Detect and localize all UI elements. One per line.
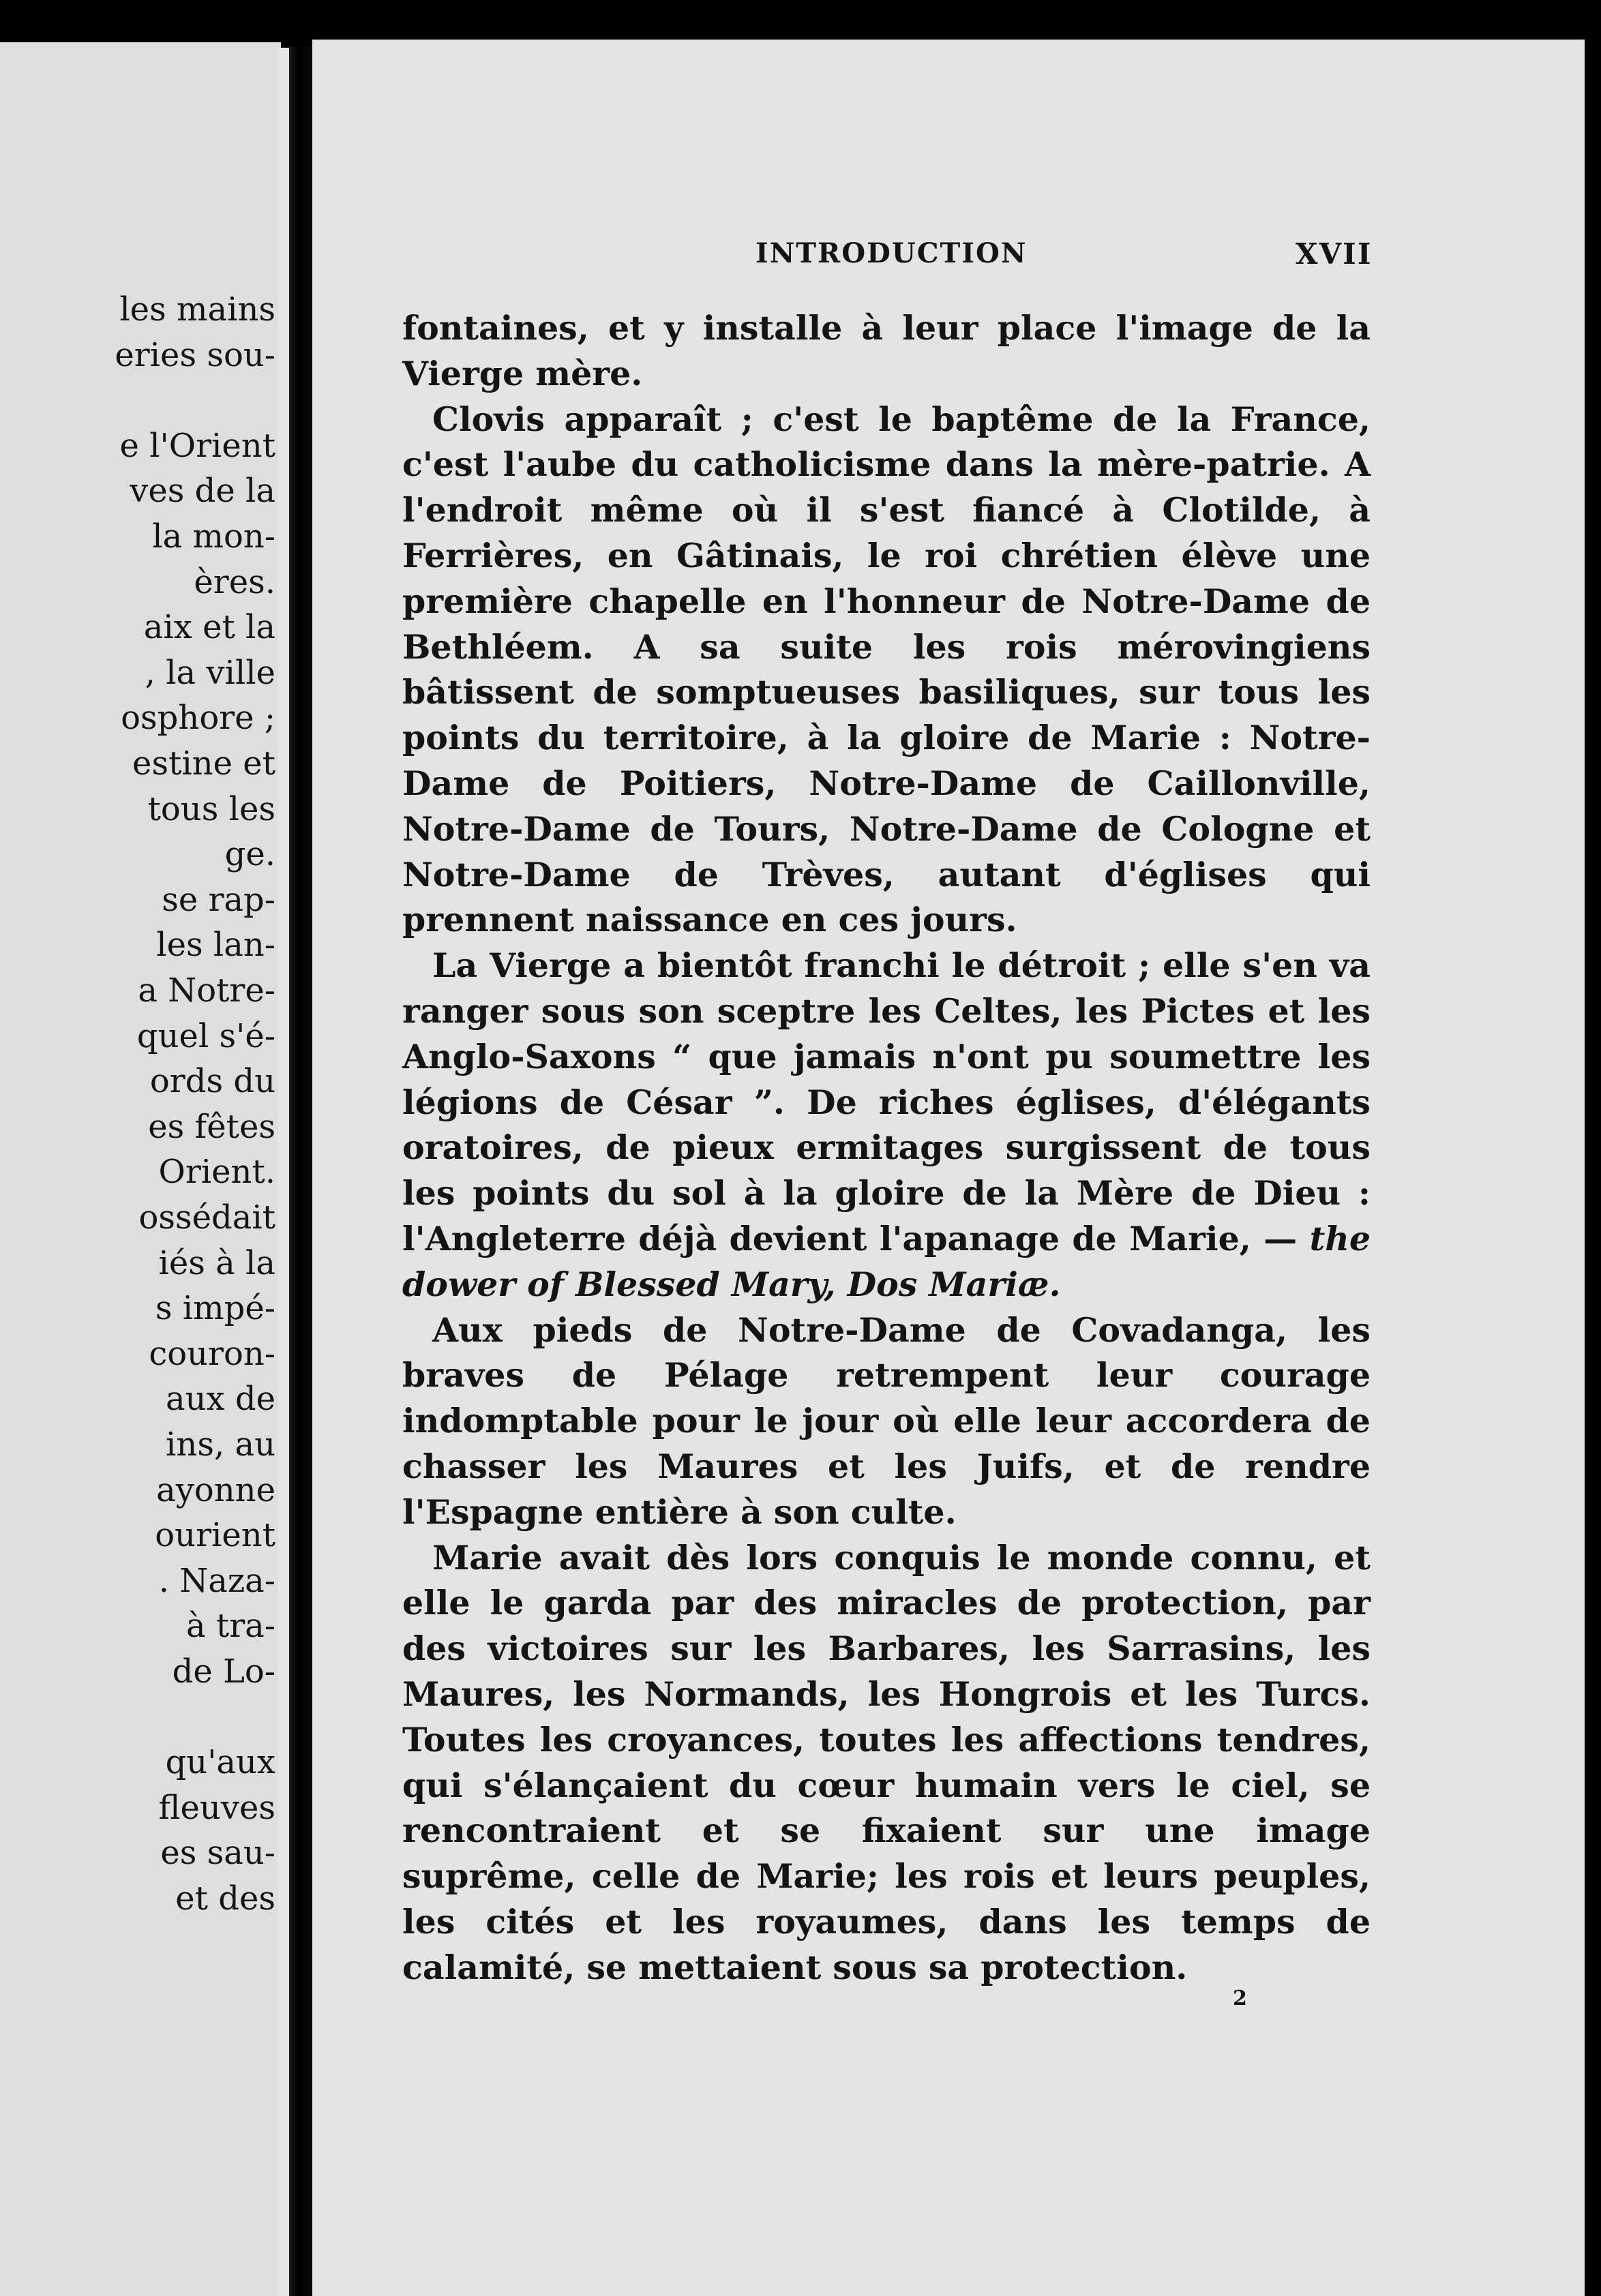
left-page-line: estine et xyxy=(132,744,275,783)
left-page-line: fleuves xyxy=(158,1788,275,1827)
left-page-line: s impé- xyxy=(155,1289,275,1328)
left-page-line: ins, au xyxy=(166,1425,275,1464)
left-page-line: es fêtes xyxy=(148,1107,275,1146)
paragraph: Aux pieds de Notre-Dame de Covadanga, les braves de Pélage retrempent leur courage indomptable pour le jour où elle leur accordera de chasser les Maures et les Juifs, et de rendre l'Espagne entière à son culte. xyxy=(402,1310,1371,1532)
left-page-line: ords du xyxy=(149,1062,275,1101)
left-page-line: à tra- xyxy=(186,1607,275,1646)
left-page-line: a Notre- xyxy=(138,971,275,1010)
page-number: XVII xyxy=(1296,237,1373,271)
book-gutter xyxy=(289,46,312,2296)
paragraph: fontaines, et y installe à leur place l'image de la Vierge mère. xyxy=(402,308,1371,393)
scan-top-border xyxy=(0,0,1601,42)
page-body xyxy=(402,305,1371,1990)
left-page-edge xyxy=(278,48,289,2296)
left-page-line: les lan- xyxy=(156,926,275,965)
signature-mark: 2 xyxy=(1233,1987,1247,2010)
left-page-line: couron- xyxy=(149,1334,275,1373)
left-page-line: ves de la xyxy=(130,472,275,511)
left-page-line: Orient. xyxy=(158,1153,275,1192)
left-page-line: iés à la xyxy=(158,1243,275,1282)
left-page-line: es sau- xyxy=(160,1834,275,1873)
left-page-line: ossédait xyxy=(138,1198,275,1237)
left-page-line: eries sou- xyxy=(115,335,275,374)
left-page-line: tous les xyxy=(147,789,275,828)
left-page-line: ourient xyxy=(155,1516,275,1555)
scan-right-border xyxy=(1585,0,1601,2296)
left-page-line: ayonne xyxy=(156,1470,275,1509)
left-page-line: la mon- xyxy=(152,517,275,556)
left-page-line: ge. xyxy=(224,835,275,874)
paragraph: Marie avait dès lors conquis le monde connu, et elle le garda par des miracles de protection, par des victoires sur les Barbares, les Sarrasins, les Maures, les Normands, les Hongrois et les Turcs. Toutes les croyances, toutes les affections tendres, qui s'élançaient du cœur humain vers le ciel, se rencontraient et se fixaient sur une image suprême, celle de Marie; les rois et leurs peuples, les cités et les royaumes, dans les temps de calamité, se mettaient sous sa protection. xyxy=(402,1537,1371,1987)
paragraph-text: La Vierge a bientôt franchi le détroit ; elle s'en va ranger sous son sceptre les Celtes, les Pictes et les Anglo-Saxons “ que jamais n'ont pu soumettre les légions de César ”. De riches églises, d'élégants oratoires, de pieux ermitages surgissent de tous les points du sol à la gloire de la Mère de Dieu : l'Angleterre déjà devient l'apanage de Marie, — xyxy=(402,946,1371,1258)
paragraph xyxy=(402,943,1371,1307)
left-page-line: et des xyxy=(175,1879,275,1918)
left-page-line: e l'Orient xyxy=(119,426,275,465)
left-page xyxy=(0,42,281,2296)
left-page-line: quel s'é- xyxy=(136,1016,275,1055)
left-page-line: ères. xyxy=(194,562,275,601)
running-header-title: INTRODUCTION xyxy=(755,237,1028,269)
left-page-line: qu'aux xyxy=(165,1743,275,1782)
paragraph: Clovis apparaît ; c'est le baptême de la France, c'est l'aube du catholicisme dans la mère-patrie. A l'endroit même où il s'est fiancé à Clotilde, à Ferrières, en Gâtinais, le roi chrétien élève une première chapelle en l'honneur de Notre-Dame de Bethléem. A sa suite les rois mérovingiens bâtissent de somptueuses basiliques, sur tous les points du territoire, à la gloire de Marie : Notre-Dame de Poitiers, Notre-Dame de Caillonville, Notre-Dame de Tours, Notre-Dame de Cologne et Notre-Dame de Trèves, autant d'églises qui prennent naissance en ces jours. xyxy=(402,399,1371,940)
italic-phrase: the dower of Blessed Mary, Dos Mariæ. xyxy=(402,1218,1371,1304)
left-page-line: aix et la xyxy=(143,608,275,647)
left-page-line: les mains xyxy=(119,290,275,329)
left-page-line: osphore ; xyxy=(121,699,275,738)
left-page-line: . Naza- xyxy=(158,1561,275,1600)
left-page-line: aux de xyxy=(166,1380,275,1419)
left-page-line: , la ville xyxy=(145,653,275,692)
left-page-line: se rap- xyxy=(162,880,275,919)
left-page-line: de Lo- xyxy=(172,1652,275,1691)
